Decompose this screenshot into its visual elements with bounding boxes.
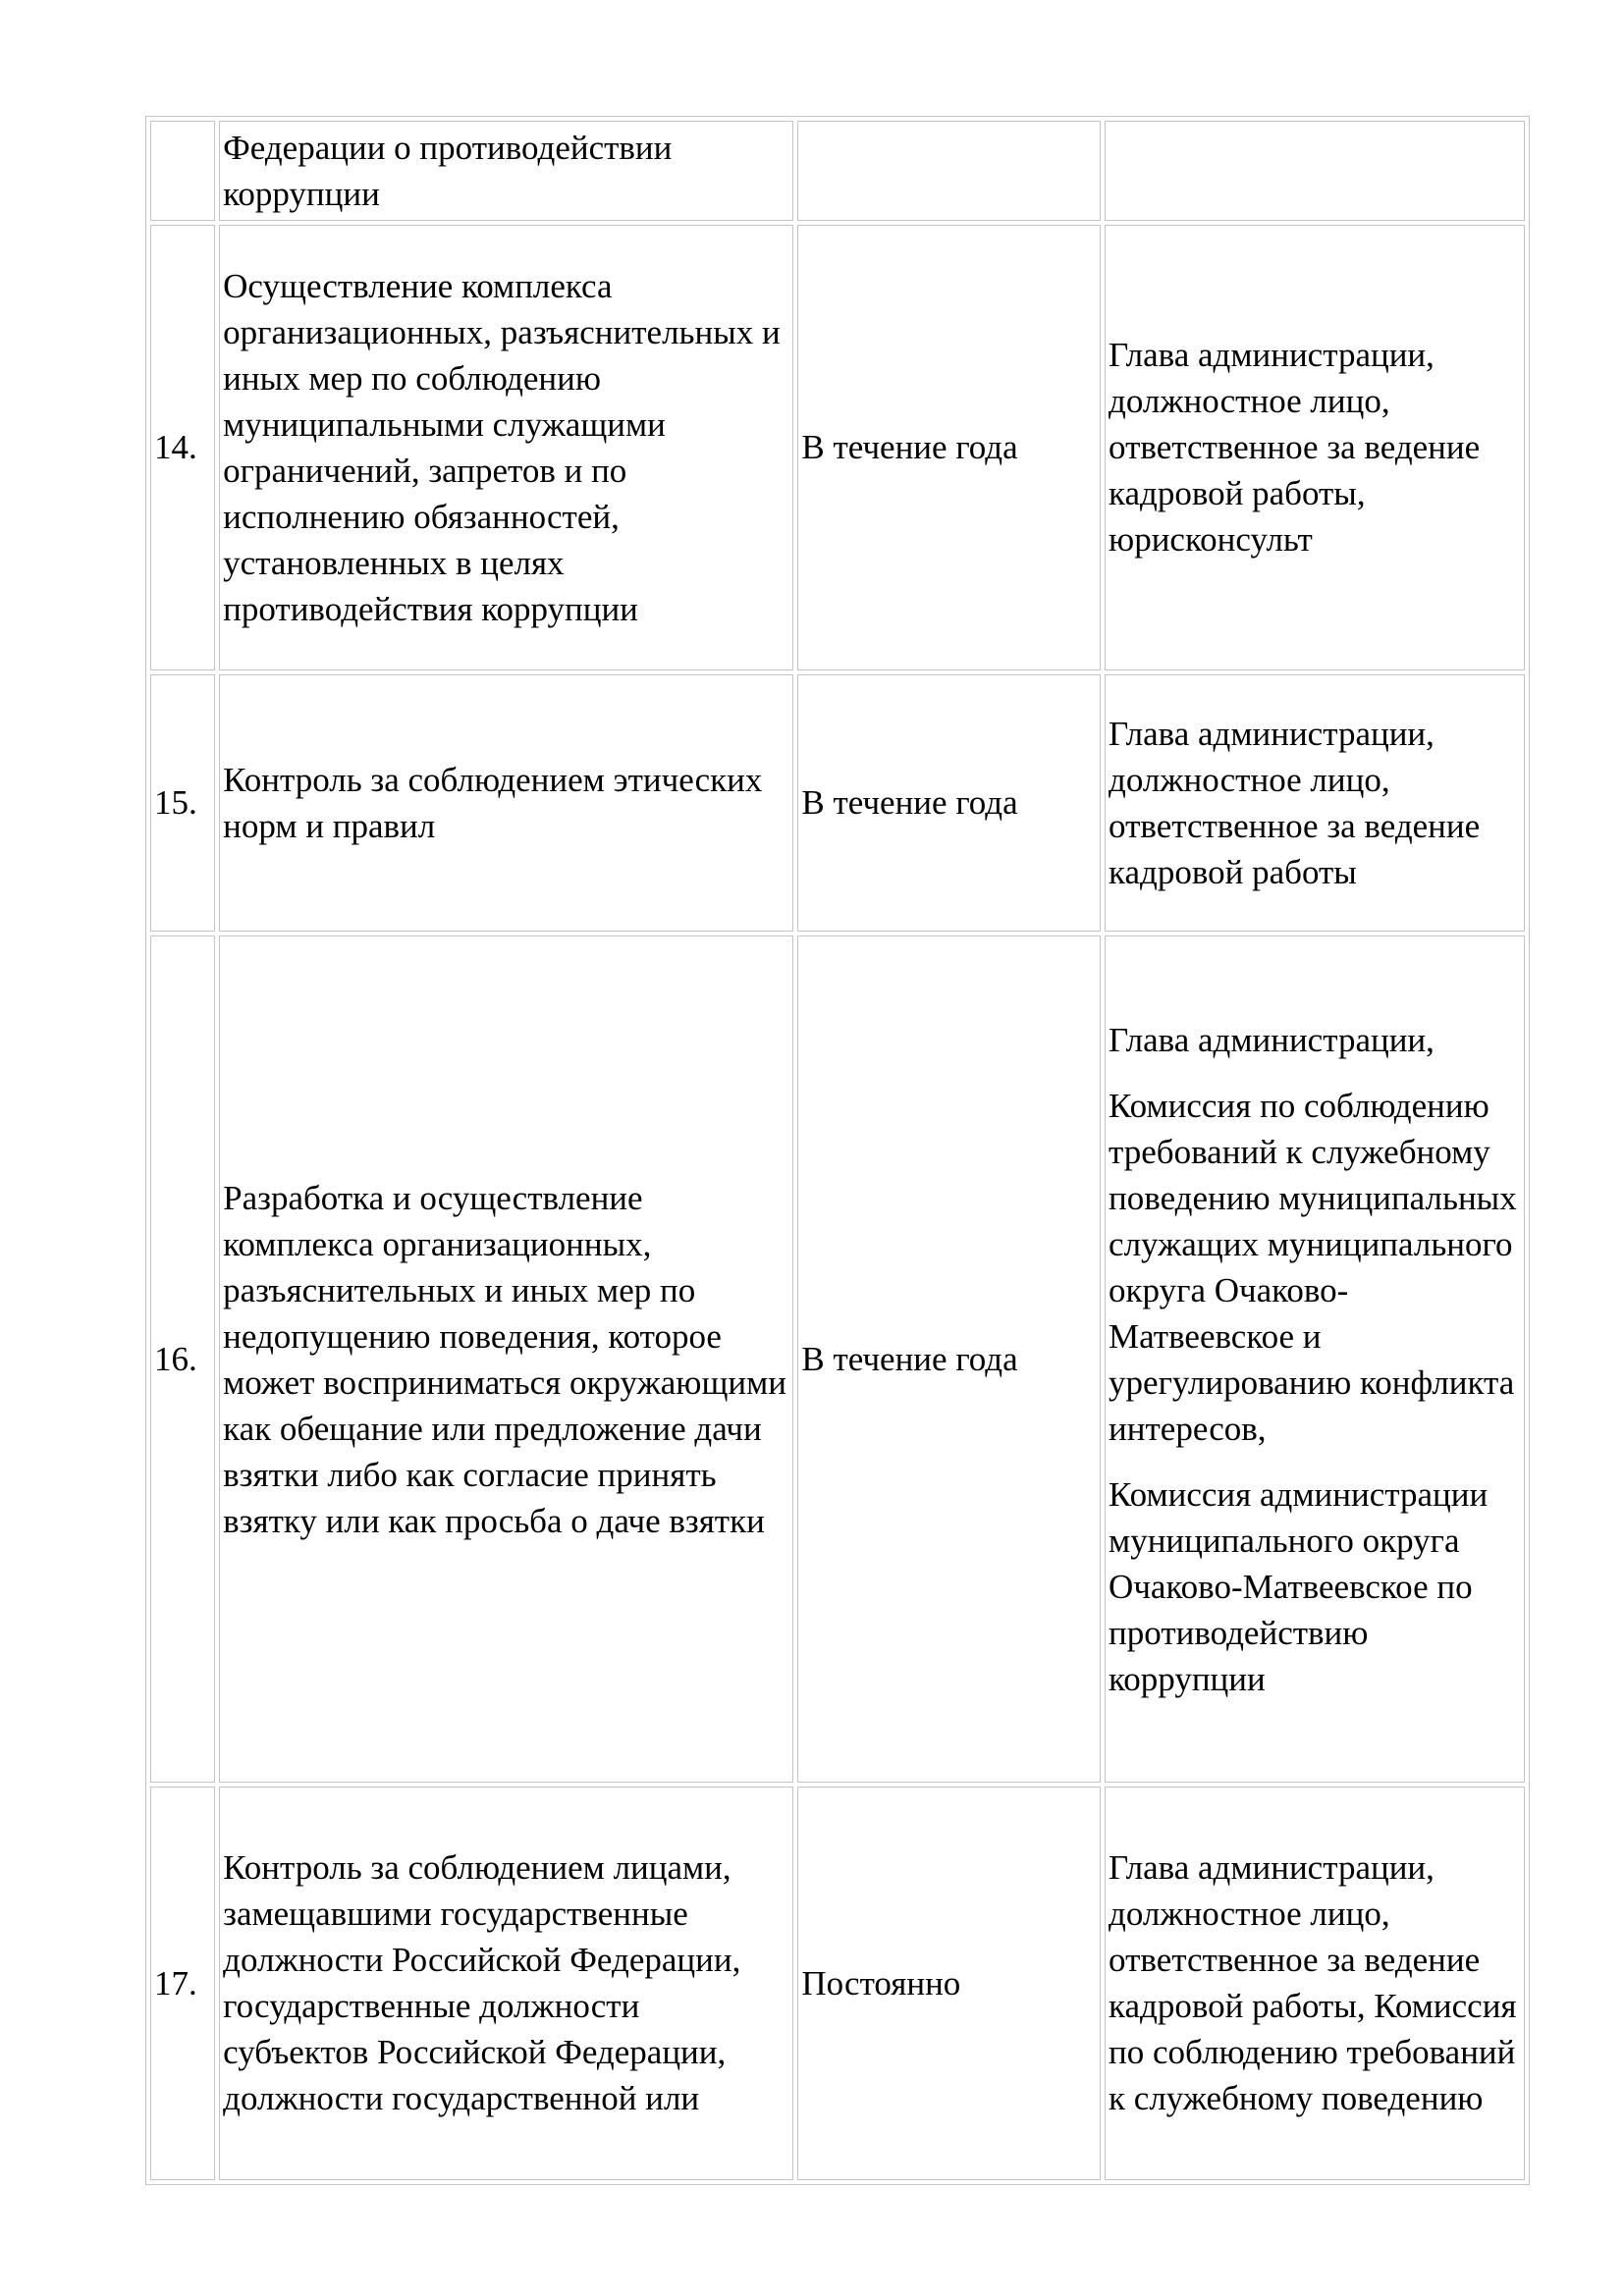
responsible-text: Глава администрации, должностное лицо, ответственное за ведение кадровой работы, Комиссия по соблюдению требований к служебному поведению: [1109, 1848, 1517, 2118]
row-number: 16.: [150, 935, 215, 1782]
action-cell: Контроль за соблюдением лицами, замещавшими государственные должности Российской Федерации, государственные должности субъектов Российской Федерации, должности государственной или: [219, 1787, 793, 2180]
term-cell: Постоянно: [797, 1787, 1101, 2180]
responsible-cell: [1105, 935, 1525, 1782]
responsible-cell: [1105, 1787, 1525, 2180]
action-cell: Федерации о противодействии коррупции: [219, 121, 793, 221]
table-row: [150, 121, 1525, 221]
table-row: [150, 674, 1525, 933]
action-cell: Осуществление комплекса организационных, разъяснительных и иных мер по соблюдению муниципальными служащими ограничений, запретов и по исполнению обязанностей, установленных в целях противодействия коррупции: [219, 225, 793, 669]
table-row: [150, 935, 1525, 1782]
row-number: 14.: [150, 225, 215, 669]
responsible-text: Глава администрации, должностное лицо, ответственное за ведение кадровой работы, юрисконсульт: [1109, 336, 1481, 560]
action-plan-table: [145, 116, 1530, 2185]
responsible-text: Комиссия администрации муниципального округа Очаково-Матвеевское по противодействию коррупции: [1109, 1474, 1489, 1698]
action-cell: Разработка и осуществление комплекса организационных, разъяснительных и иных мер по недопущению поведения, которое может восприниматься окружающими как обещание или предложение дачи взятки либо как согласие принять взятку или как просьба о даче взятки: [219, 935, 793, 1782]
term-cell: В течение года: [797, 225, 1101, 669]
row-number: [150, 121, 215, 221]
row-number: 17.: [150, 1787, 215, 2180]
responsible-cell: [1105, 225, 1525, 669]
action-cell: Контроль за соблюдением этических норм и правил: [219, 674, 793, 933]
table-row: [150, 225, 1525, 669]
table-row: [150, 1787, 1525, 2180]
row-number: 15.: [150, 674, 215, 933]
responsible-text: Глава администрации,: [1109, 1020, 1435, 1059]
term-cell: В течение года: [797, 674, 1101, 933]
responsible-text: Комиссия по соблюдению требований к служебному поведению муниципальных служащих муниципального округа Очаково-Матвеевское и урегулированию конфликта интересов,: [1109, 1086, 1517, 1448]
responsible-cell: [1105, 674, 1525, 933]
term-cell: [797, 121, 1101, 221]
responsible-cell: [1105, 121, 1525, 221]
document-page: [145, 116, 1530, 2185]
term-cell: В течение года: [797, 935, 1101, 1782]
responsible-text: Глава администрации, должностное лицо, ответственное за ведение кадровой работы: [1109, 714, 1481, 891]
